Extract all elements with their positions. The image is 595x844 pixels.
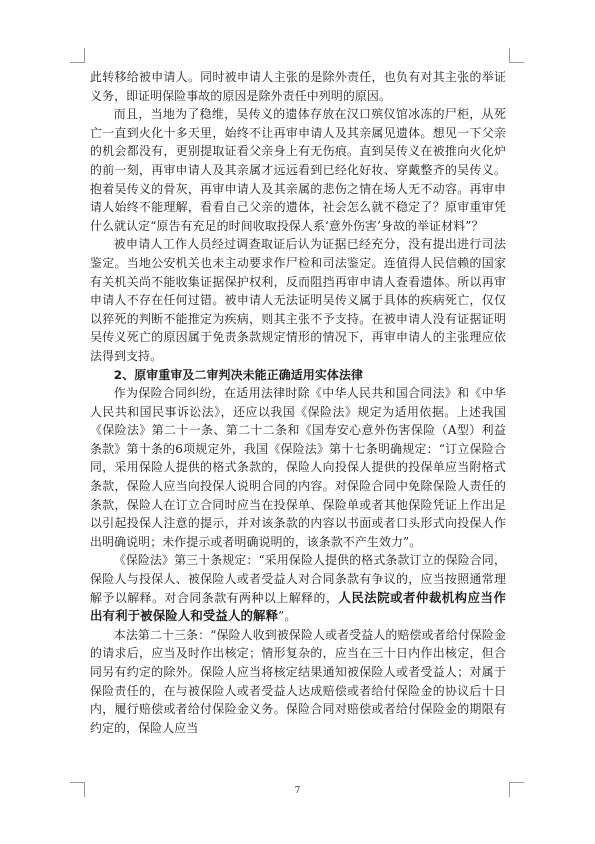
paragraph-remains-withheld: 而且，当地为了稳维，吴传义的遗体存放在汉口殡仪馆冰冻的尸柜，从死亡一直到火化十多天里，始终不让再审申请人及其亲属见遗体。想见一下父亲的机会都没有，更别提取证看父亲身上有无伤痕。直到吴传义在被推向火化炉的前一刻，再审申请人及其亲属才远远看到已经化好妆、穿戴整齐的吴传义。抱着吴传义的骨灰，再审申请人及其亲属的悲伤之情在场人无不动容。再审申请人始终不能理解，看看自己父亲的遗体，社会怎么就不稳定了？原审重审凭什么就认定“原告有充足的时间收取投保人系‘意外伤害’身故的举证材料”？ bbox=[90, 107, 506, 233]
section-heading: 2、原审重审及二审判决未能正确适用实体法律 bbox=[113, 367, 364, 382]
article-30-emphasis: 人民法院或者仲裁机构应当作出有利于被保险人和受益人的解释 bbox=[90, 589, 506, 624]
article-30-lead: 《保险法》第三十条规定：“采用保险人提供的格式条款订立的保险合同，保险人与投保人、被保险人或者受益人对合同条款有争议的，应当按照通常理解予以解释。对合同条款有两种以上解释的， bbox=[90, 553, 506, 605]
margin-corner-top-left bbox=[70, 48, 85, 63]
document-body bbox=[90, 68, 506, 737]
paragraph-article-23: 本法第二十三条：“保险人收到被保险人或者受益人的赔偿或者给付保险金的请求后，应当及时作出核定；情形复杂的，应当在三十日内作出核定，但合同另有约定的除外。保险人应当将核定结果通知被保险人或者受益人；对属于保险责任的，在与被保险人或者受益人达成赔偿或者给付保险金的协议后十日内，履行赔偿或者给付保险金义务。保险合同对赔偿或者给付保险金的期限有约定的，保险人应当 bbox=[90, 627, 506, 735]
paragraph-continuation: 此转移给被申请人。同时被申请人主张的是除外责任，也负有对其主张的举证义务，即证明保险事故的原因是除外责任中列明的原因。 bbox=[90, 70, 506, 103]
article-30-tail: ”。 bbox=[278, 609, 297, 624]
page-number: 7 bbox=[294, 786, 301, 796]
paragraph-applicable-law: 作为保险合同纠纷，在适用法律时除《中华人民共和国合同法》和《中华人民共和国民事诉讼法》，还应以我国《保险法》规定为适用依据。上述我国《保险法》第二十一条、第二十二条和《国寿安心意外伤害保险（A型）利益条款》第十条的6项规定外，我国《保险法》第十七条明确规定：“订立保险合同，采用保险人提供的格式条款的，保险人向投保人提供的投保单应当附格式条款，保险人应当向投保人说明合同的内容。对保险合同中免除保险人责任的条款，保险人在订立合同时应当在投保单、保险单或者其他保险凭证上作出足以引起投保人注意的提示，并对该条款的内容以书面或者口头形式向投保人作出明确说明；未作提示或者明确说明的，该条款不产生效力”。 bbox=[90, 386, 506, 549]
paragraph-burden-of-proof: 被申请人工作人员经过调查取证后认为证据已经充分，没有提出进行司法鉴定。当地公安机关也未主动要求作尸检和司法鉴定。连值得人民信赖的国家有关机关尚不能收集证据保护权利，反而阻挡再审申请人查看遗体。所以再审申请人不存在任何过错。被申请人无法证明吴传义属于具体的疾病死亡，仅仅以猝死的判断不能推定为疾病，则其主张不予支持。在被申请人没有证据证明吴传义死亡的原因属于免责条款规定情形的情况下，再审申请人的主张理应依法得到支持。 bbox=[90, 237, 506, 363]
paragraph-article-30 bbox=[90, 551, 506, 625]
margin-corner-top-right bbox=[509, 48, 524, 63]
